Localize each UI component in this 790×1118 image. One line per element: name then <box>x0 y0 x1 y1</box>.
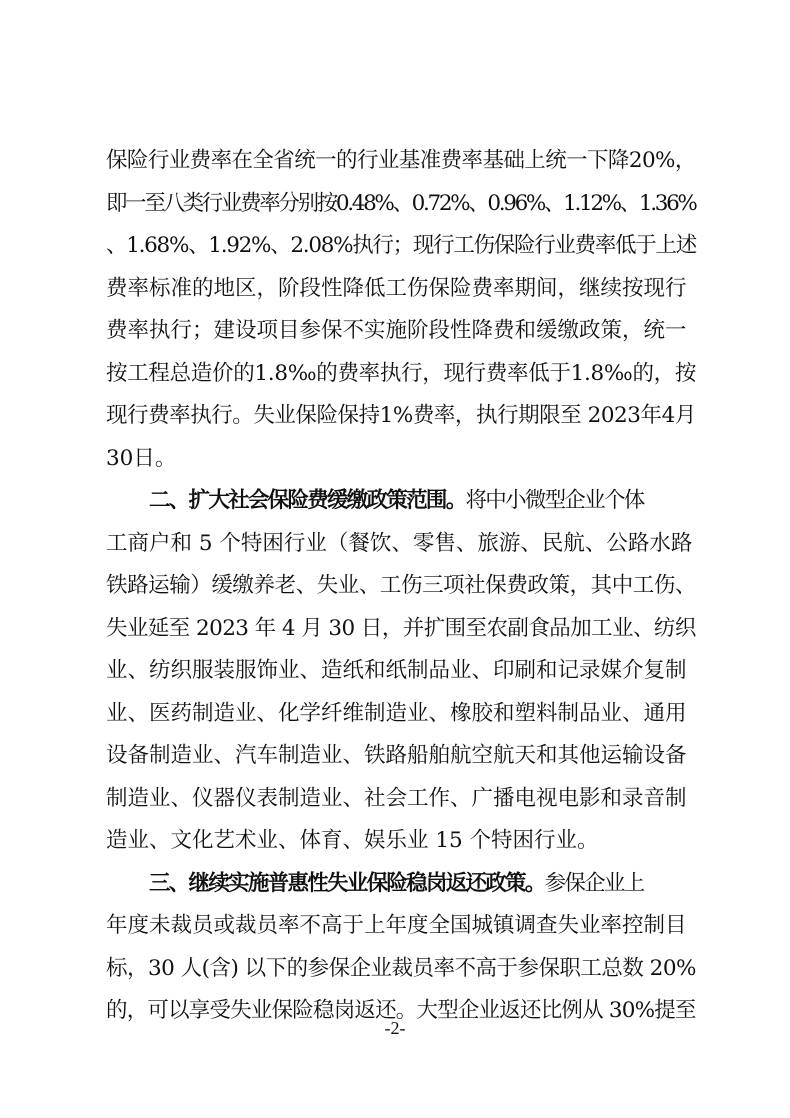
text-line: 业、医药制造业、化学纤维制造业、橡胶和塑料制品业、通用 <box>106 700 687 726</box>
text-line: 造业、文化艺术业、体育、娱乐业 15 个特困行业。 <box>106 828 599 853</box>
text-line: 费率标准的地区，阶段性降低工伤保险费率期间，继续按现行 <box>106 275 687 301</box>
text-line: 失业延至 2023 年 4 月 30 日，并扩围至农副食品加工业、纺织 <box>106 615 696 641</box>
text-line: 即一至八类行业费率分别按0.48%、0.72%、0.96%、1.12%、1.36% <box>106 190 696 216</box>
text-line: 铁路运输）缓缴养老、失业、工伤三项社保费政策，其中工伤、 <box>106 573 697 598</box>
text-line: 保险行业费率在全省统一的行业基准费率基础上统一下降20%， <box>106 148 696 173</box>
text-line: 按工程总造价的1.8‰的费率执行，现行费率低于1.8‰的，按 <box>106 360 697 386</box>
section-heading-line <box>149 483 739 519</box>
text-line: 设备制造业、汽车制造业、铁路船舶航空航天和其他运输设备 <box>106 743 687 768</box>
section-heading: 二、扩大社会保险费缓缴政策范围。 <box>149 488 466 513</box>
text-line: 标，30 人(含) 以下的参保企业裁员率不高于参保职工总数 20% <box>106 955 696 981</box>
text-span: 参保企业上 <box>544 870 644 896</box>
text-line: 业、纺织服装服饰业、造纸和纸制品业、印刷和记录媒介复制 <box>106 658 687 683</box>
section-heading-line <box>149 866 739 902</box>
text-line: 费率执行；建设项目参保不实施阶段性降费和缓缴政策，统一 <box>106 318 687 343</box>
section-heading: 三、继续实施普惠性失业保险稳岗返还政策。 <box>149 870 545 896</box>
page-number: -2- <box>384 1018 406 1038</box>
text-line: 、1.68%、1.92%、2.08%执行；现行工伤保险行业费率低于上述 <box>106 233 696 258</box>
text-line: 的，可以享受失业保险稳岗返还。大型企业返还比例从 30%提至 <box>106 998 696 1023</box>
text-line: 制造业、仪器仪表制造业、社会工作、广播电视电影和录音制 <box>106 785 687 811</box>
text-span: 将中小微型企业个体 <box>465 488 644 513</box>
text-line: 30日。 <box>106 445 177 471</box>
text-line: 年度未裁员或裁员率不高于上年度全国城镇调查失业率控制目 <box>106 913 687 938</box>
text-line: 工商户和 5 个特困行业（餐饮、零售、旅游、民航、公路水路 <box>106 530 693 556</box>
text-line: 现行费率执行。失业保险保持1%费率，执行期限至 2023年4月 <box>106 403 696 428</box>
